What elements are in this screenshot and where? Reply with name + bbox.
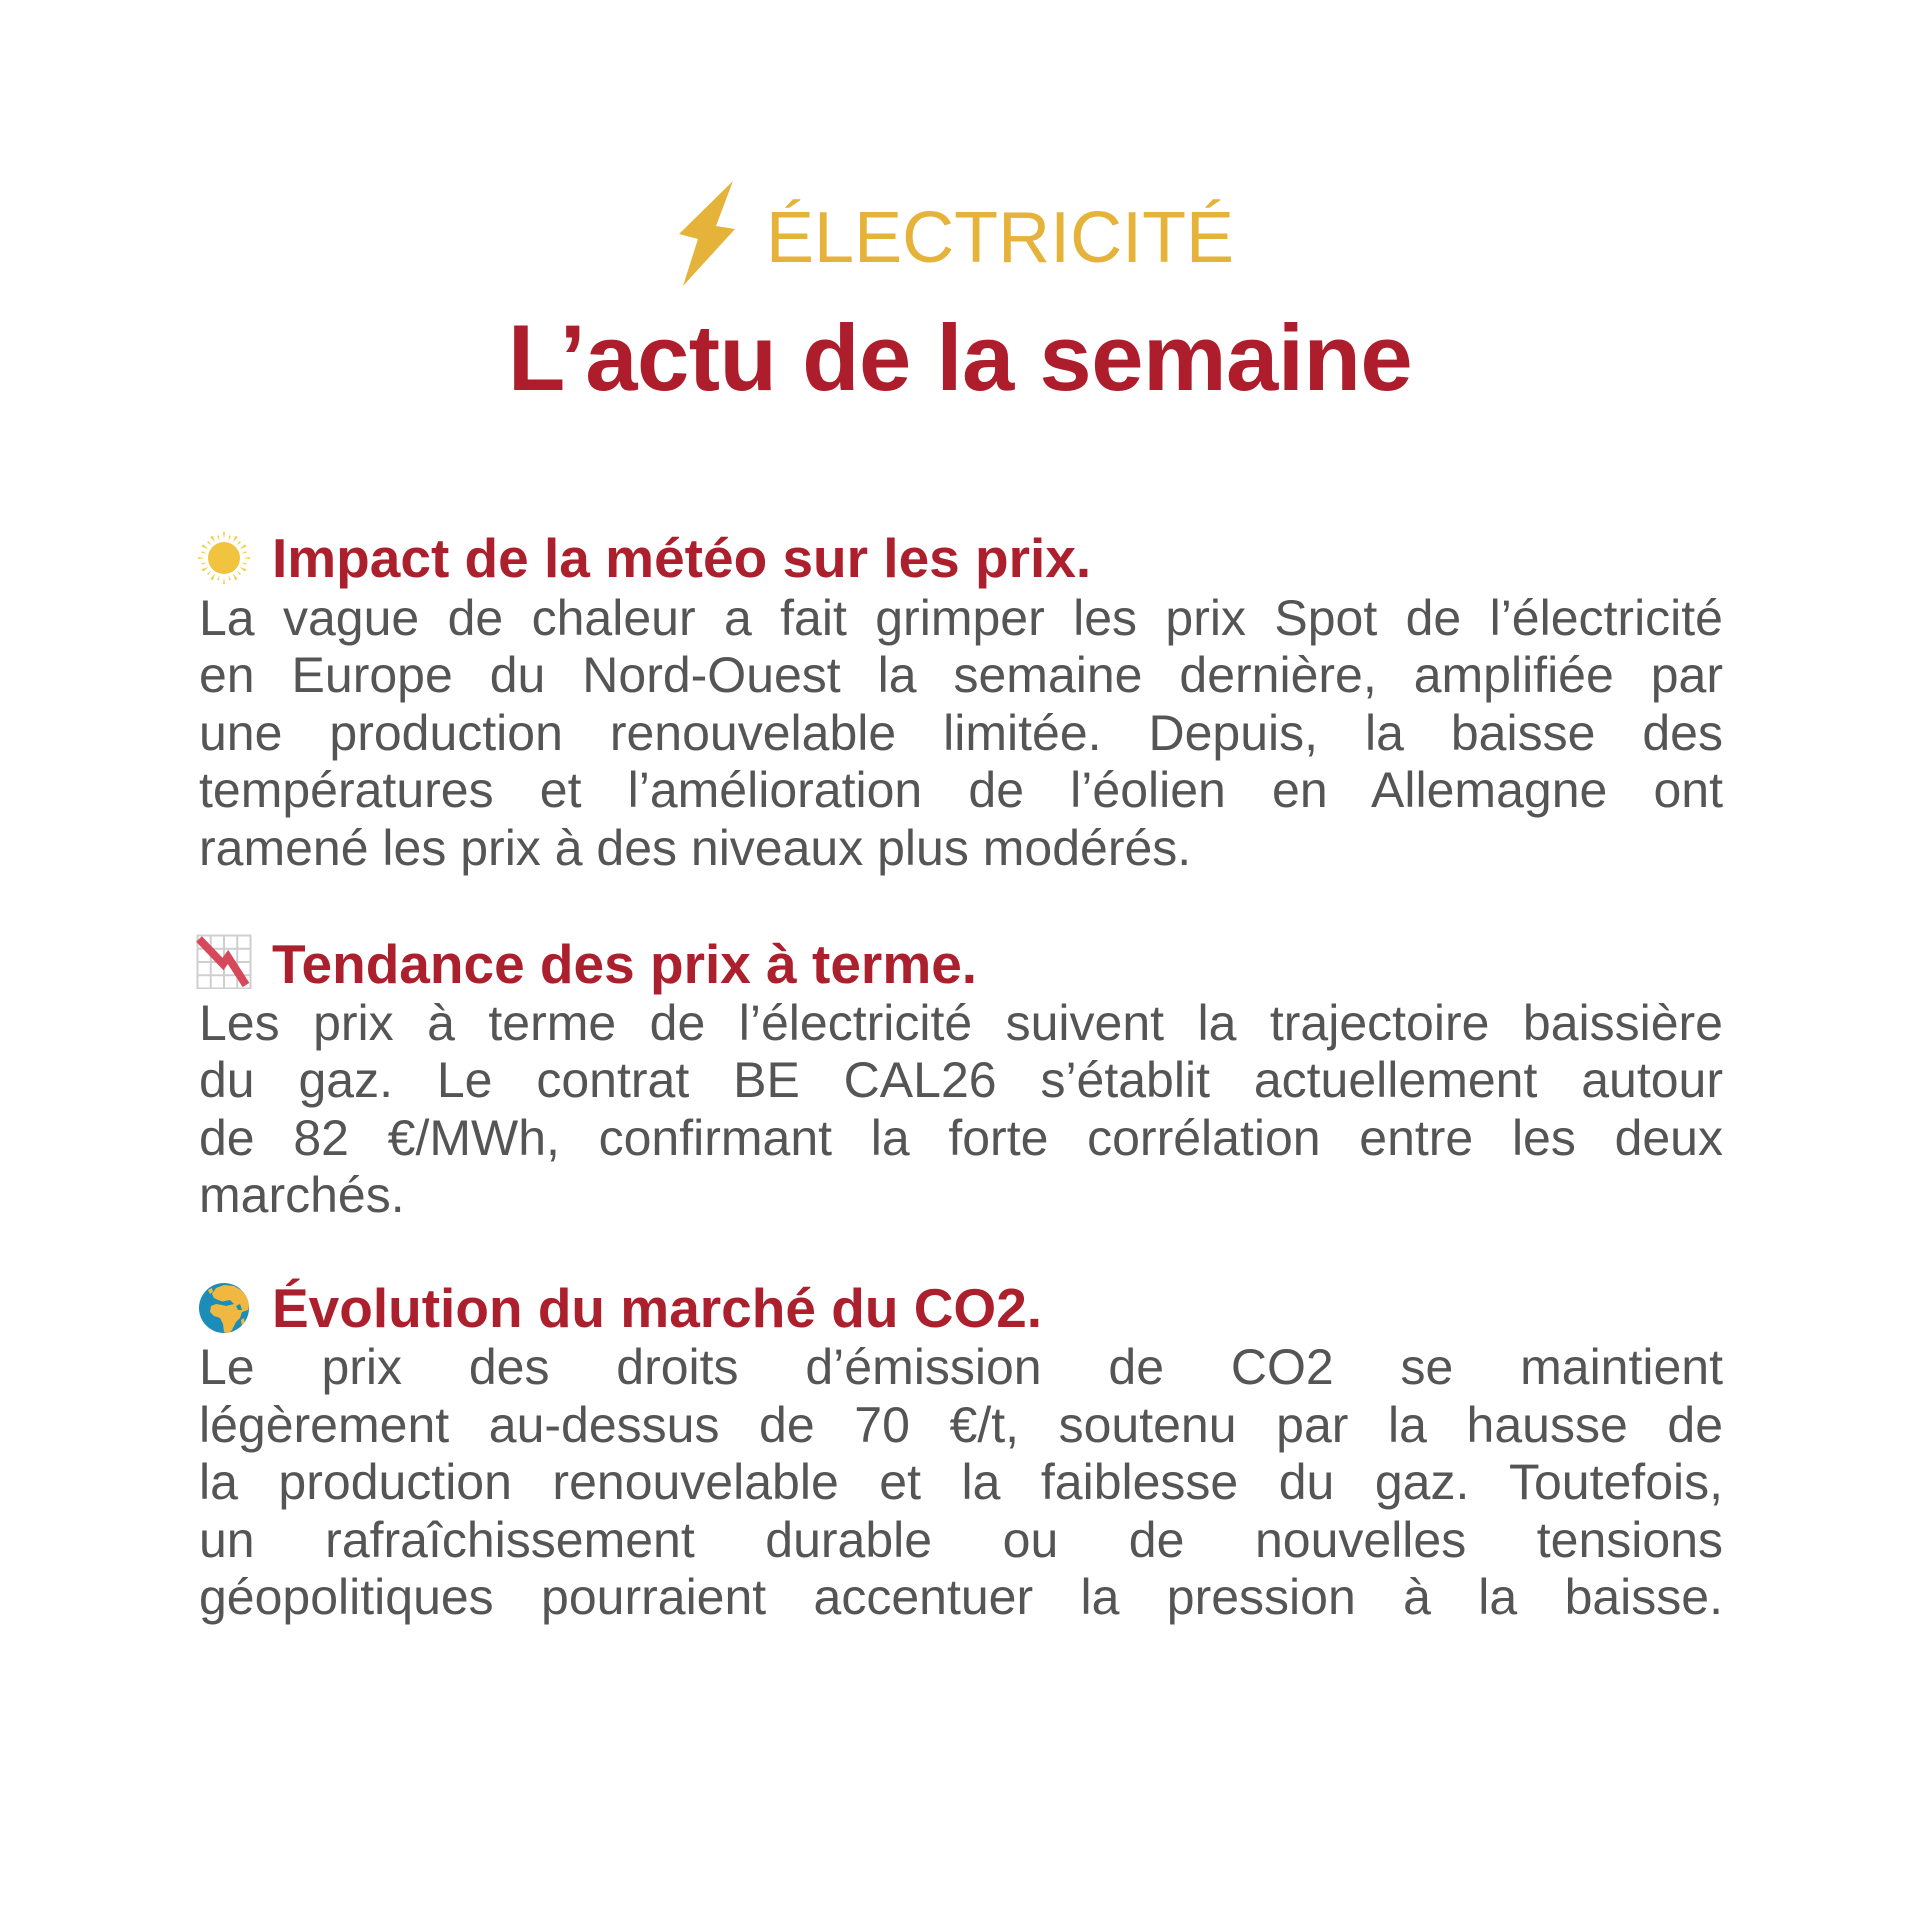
lightning-bolt-icon: [670, 175, 745, 290]
section-body-line: Le prix des droits d’émission de CO2 se maintient: [199, 1339, 1723, 1395]
section-body-line: marchés.: [199, 1167, 405, 1223]
category-label: ÉLECTRICITÉ: [766, 198, 1235, 278]
section-body-line: en Europe du Nord-Ouest la semaine dernière, amplifiée par: [199, 647, 1723, 703]
section-body-line: géopolitiques pourraient accentuer la pression à la baisse.: [199, 1569, 1723, 1625]
section-body-line: températures et l’amélioration de l’éolien en Allemagne ont: [199, 762, 1723, 818]
section-heading-futures: Tendance des prix à terme.: [272, 933, 978, 995]
section-body-line: légèrement au-dessus de 70 €/t, soutenu par la hausse de: [199, 1397, 1723, 1453]
section-heading-co2: Évolution du marché du CO2.: [272, 1277, 1043, 1339]
section-body-line: ramené les prix à des niveaux plus modérés.: [199, 820, 1192, 876]
sun-icon: [196, 530, 252, 586]
globe-europe-africa-icon: [196, 1280, 252, 1336]
section-body-line: une production renouvelable limitée. Depuis, la baisse des: [199, 705, 1723, 761]
section-heading-weather: Impact de la météo sur les prix.: [272, 527, 1092, 589]
chart-decreasing-icon: [196, 933, 252, 989]
section-body-line: Les prix à terme de l’électricité suivent la trajectoire baissière: [199, 995, 1723, 1051]
section-body-line: du gaz. Le contrat BE CAL26 s’établit actuellement autour: [199, 1052, 1723, 1108]
section-body-line: de 82 €/MWh, confirmant la forte corrélation entre les deux: [199, 1110, 1723, 1166]
section-body-line: La vague de chaleur a fait grimper les prix Spot de l’électricité: [199, 590, 1723, 646]
page-title: L’actu de la semaine: [507, 305, 1413, 410]
section-body-line: la production renouvelable et la faiblesse du gaz. Toutefois,: [199, 1454, 1723, 1510]
section-body-line: un rafraîchissement durable ou de nouvelles tensions: [199, 1512, 1723, 1568]
